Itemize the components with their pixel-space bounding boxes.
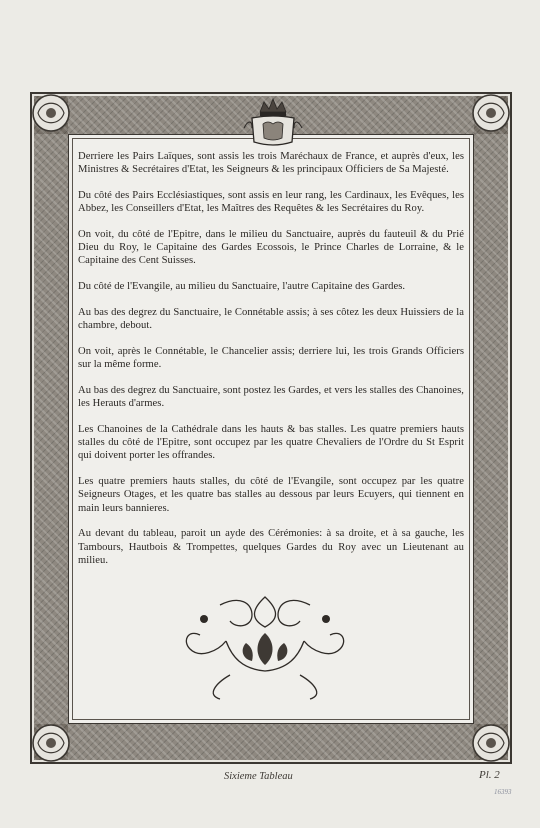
corner-ornament-top-left [28,90,74,136]
corner-ornament-top-right [468,90,514,136]
corner-ornament-bottom-right [468,720,514,766]
cartouche-ornament [160,585,370,703]
paragraph: Au devant du tableau, paroit un ayde des Cérémonies: à sa droite, et à sa gauche, les Tambours, Hautbois & Trompettes, quelques Gardes du Roy avec un Lieutenant au milieu. [78,528,464,566]
paragraph: Au bas des degrez du Sanctuaire, le Connétable assis; à ses côtez les deux Huissiers de la chambre, debout. [78,307,464,332]
plate-caption: Sixieme Tableau [224,771,293,782]
paragraph: Les Chanoines de la Cathédrale dans les hauts & bas stalles. Les quatre premiers hauts stalles du côté de l'Epitre, sont occupez par les quatre Chevaliers de l'Ordre du St Esprit qui doivent porter les offrandes. [78,424,464,462]
paragraph: Du côté de l'Evangile, au milieu du Sanctuaire, l'autre Capitaine des Gardes. [78,281,406,293]
royal-crest [238,94,308,146]
paragraph: Au bas des degrez du Sanctuaire, sont postez les Gardes, et vers les stalles des Chanoines, les Herauts d'armes. [78,385,464,410]
paragraph: On voit, après le Connétable, le Chancelier assis; derriere lui, les trois Grands Officiers sur la même forme. [78,346,464,371]
paragraph: Derriere les Pairs Laïques, sont assis les trois Maréchaux de France, et auprès d'eux, les Ministres & Secrétaires d'Etat, les Seigneurs & les principaux Officiers de Sa Majesté. [78,151,464,176]
paragraph: On voit, du côté de l'Epitre, dans le milieu du Sanctuaire, auprès du fauteuil & du Prié Dieu du Roy, le Capitaine des Gardes Ecossois, le Prince Charles de Lorraine, & le Capitaine des Cent Suisses. [78,229,464,267]
text-block [78,150,464,580]
corner-ornament-bottom-left [28,720,74,766]
plate-number: Pl. 2 [479,769,500,781]
catalog-stamp: 16393 [494,788,512,796]
paragraph: Du côté des Pairs Ecclésiastiques, sont assis en leur rang, les Cardinaux, les Evêques, les Abbez, les Conseillers d'Etat, les Maîtres des Requêtes & les Secrétaires du Roy. [78,190,464,215]
paragraph: Les quatre premiers hauts stalles, du côté de l'Evangile, sont occupez par les quatre Seigneurs Otages, et les quatre bas stalles au dessous par leurs Ecuyers, qui tiennent en main leurs bannieres. [78,476,464,514]
